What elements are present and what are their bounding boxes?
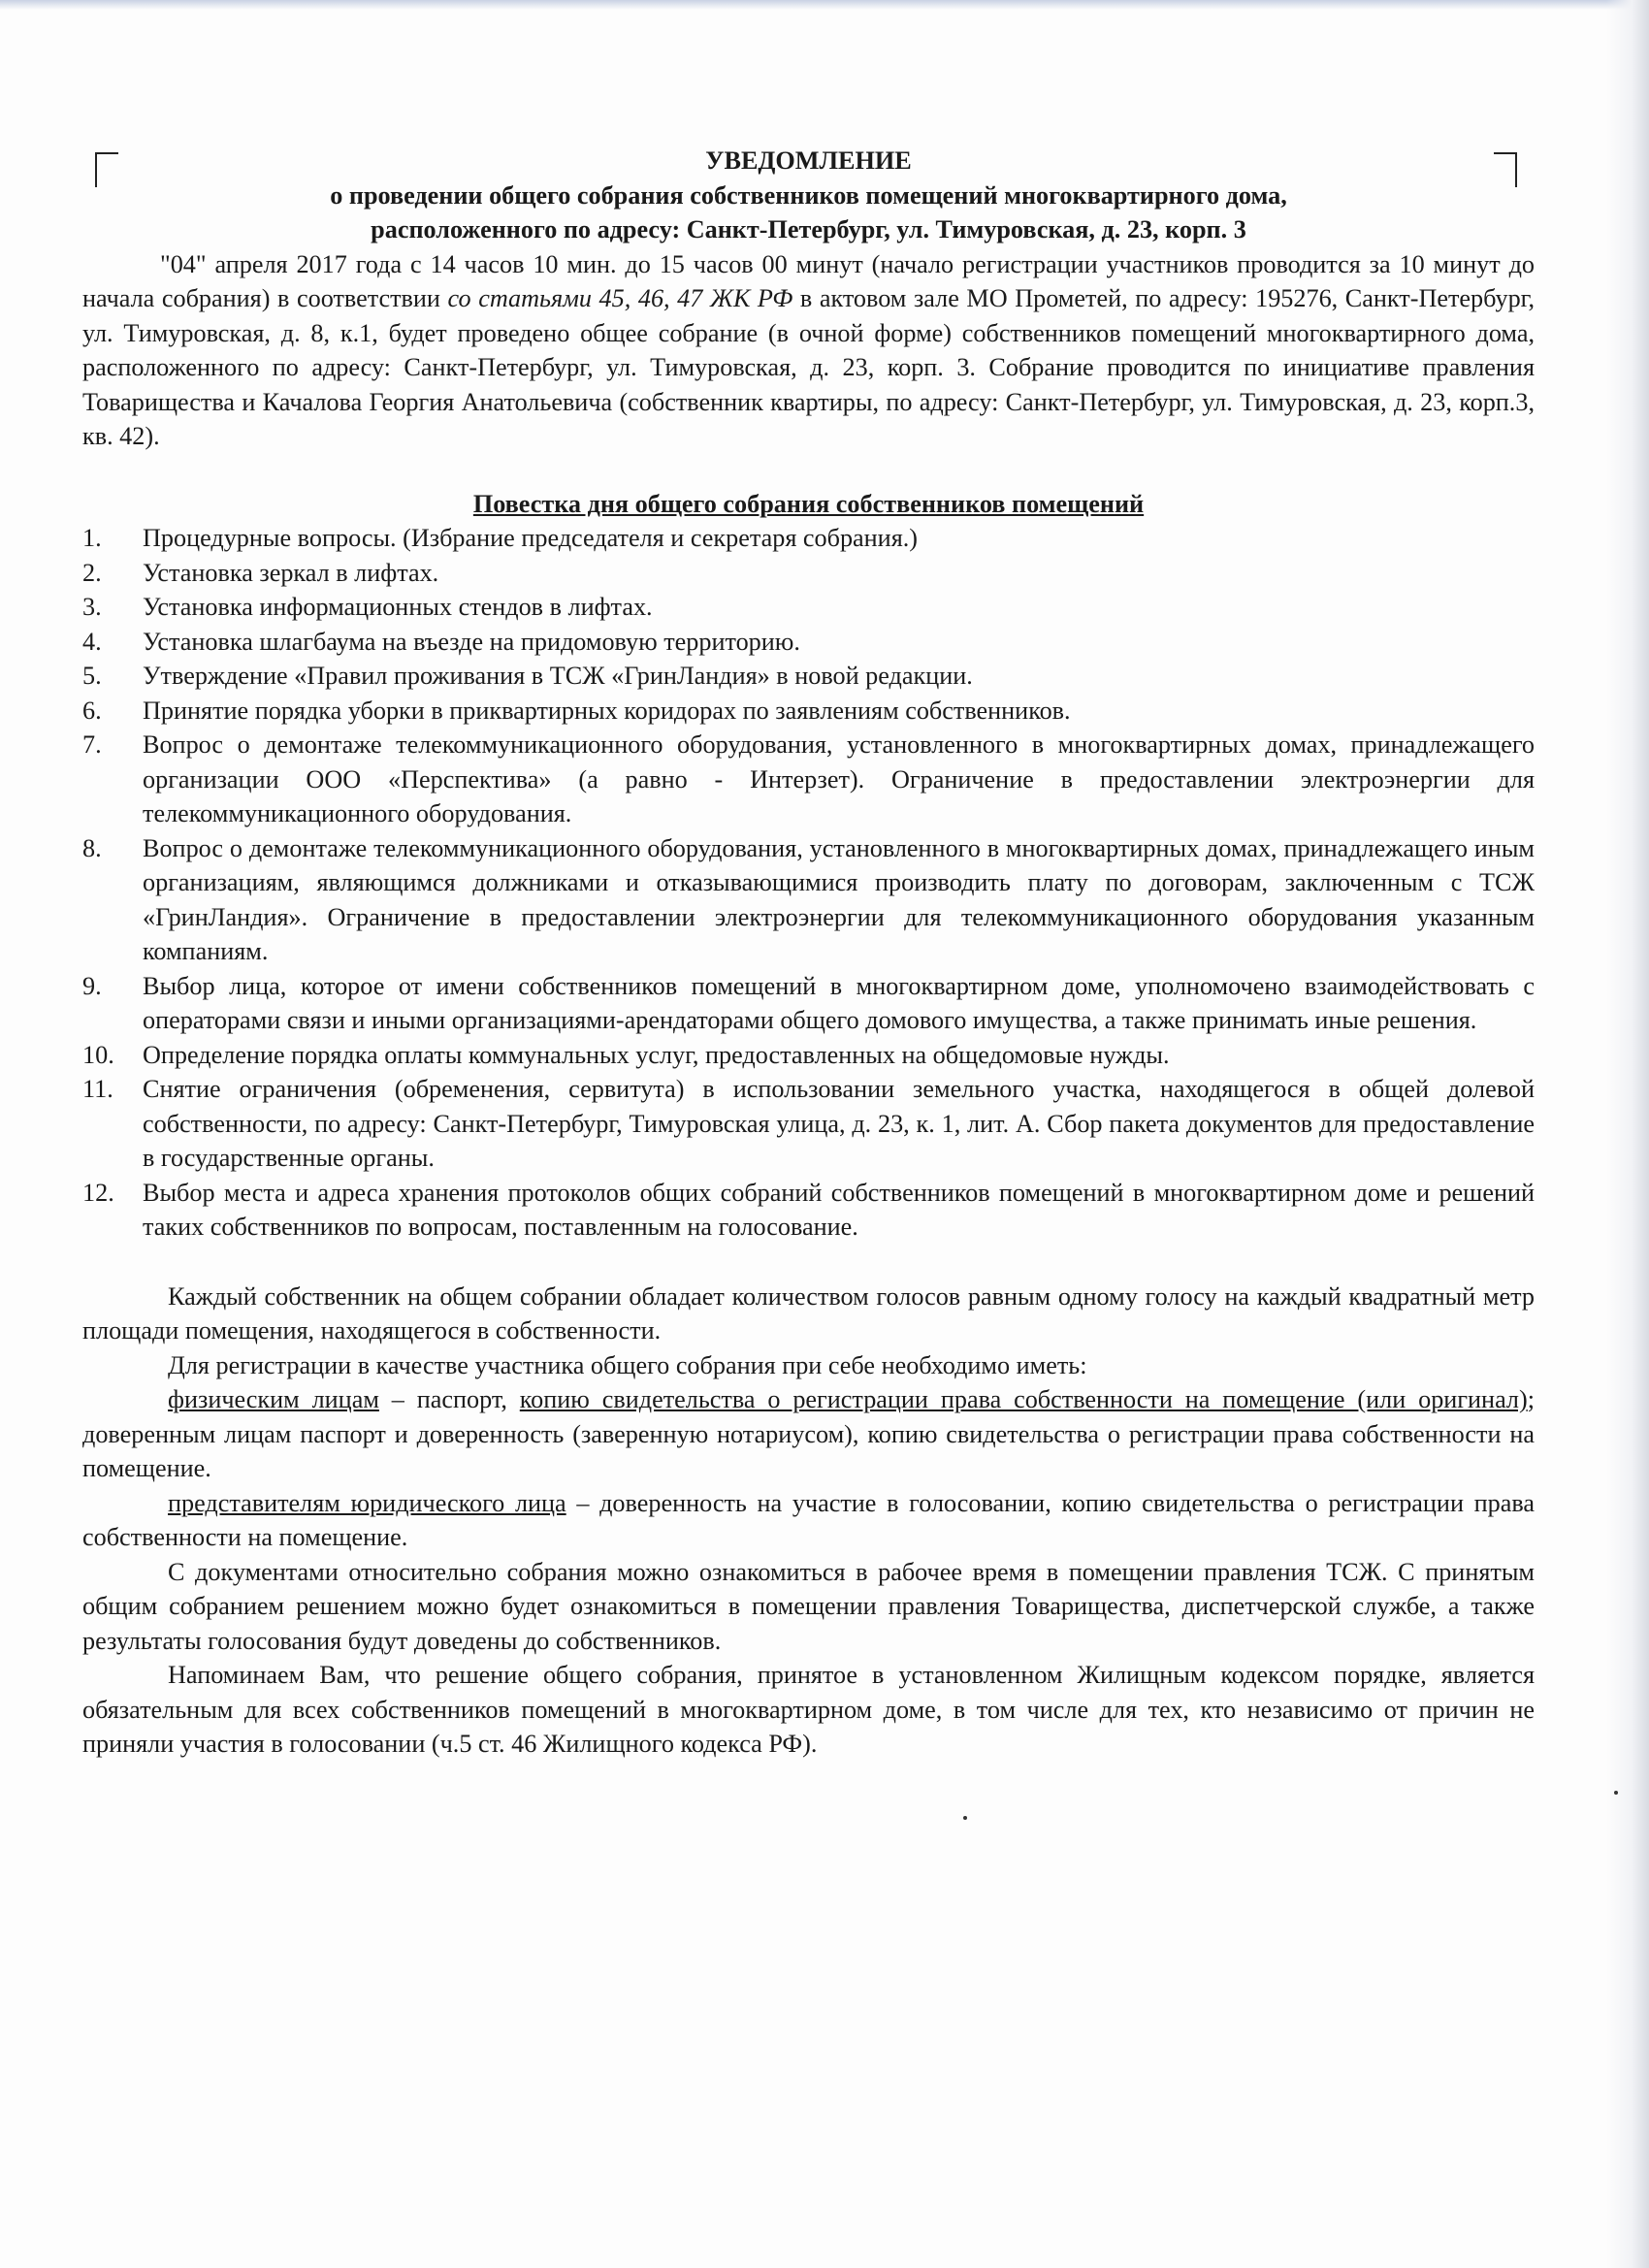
agenda-item-number: 4. — [82, 627, 102, 656]
agenda-item — [82, 728, 1535, 831]
agenda-item-text: Вопрос о демонтаже телекоммуникационного оборудования, установленного в многоквартирных домах, принадлежащего организации ООО «Перспектива» (а равно - Интерзет). Ограничение в предоставлении электроэнергии для телекоммуникационного оборудования. — [143, 730, 1535, 827]
agenda-item-number: 9. — [82, 971, 102, 1000]
agenda-item-text: Определение порядка оплаты коммунальных услуг, предоставленных на общедомовые нужды. — [143, 1040, 1170, 1069]
agenda-item-number: 6. — [82, 696, 102, 725]
legal-entity-label: представителям юридического лица — [168, 1488, 566, 1517]
agenda-item-text: Процедурные вопросы. (Избрание председателя и секретаря собрания.) — [143, 524, 919, 552]
agenda-item-number: 11. — [82, 1075, 113, 1103]
notice-title: УВЕДОМЛЕНИЕ — [705, 146, 912, 175]
votes-paragraph: Каждый собственник на общем собрании обладает количеством голосов равным одному голосу на каждый квадратный метр площади помещения, находящегося в собственности. — [82, 1281, 1535, 1345]
agenda-title: Повестка дня общего собрания собственников помещений — [472, 489, 1145, 518]
legal-entity-paragraph — [82, 1486, 1535, 1555]
agenda-item-text: Выбор места и адреса хранения протоколов общих собраний собственников помещений в многоквартирном доме и решений таких собственников по вопросам, поставленным на голосование. — [143, 1178, 1535, 1241]
agenda-item-number: 10. — [82, 1040, 114, 1069]
individuals-rest: ; доверенным лицам паспорт и доверенность (заверенную нотариусом), копию свидетельства о регистрации права собственности на помещение. — [82, 1385, 1535, 1482]
intro-law-reference: со статьями 45, 46, 47 ЖК РФ — [447, 284, 793, 312]
agenda-item-text: Снятие ограничения (обременения, сервитута) в использовании земельного участка, находящегося в общей долевой собственности, по адресу: Санкт-Петербург, Тимуровская улица, д. 23, к. 1, лит. А. Сбор пакета документов для предоставление в государственные органы. — [143, 1075, 1535, 1172]
agenda-item-text: Вопрос о демонтаже телекоммуникационного оборудования, установленного в многоквартирных домах, принадлежащего иным организациям, являющимся должниками и отказывающимися производить плату по договорам, заключенным с ТСЖ «ГринЛандия». Ограничение в предоставлении электроэнергии для телекоммуникационного оборудования указанным компаниям. — [143, 833, 1535, 965]
agenda-item-text: Установка информационных стендов в лифтах. — [143, 593, 653, 621]
intro-text-part2: в актовом зале МО Прометей, по адресу: 195276, Санкт-Петербург, ул. Тимуровская, д. 8, к.1, будет проведено общее собрание (в очной форме) собственников помещений многоквартирного дома, расположенного по адресу: Санкт-Петербург, ул. Тимуровская, д. 23, корп. 3. Собрание проводится по инициативе правления Товарищества и Качалова Георгия Анатольевича (собственник квартиры, по адресу: Санкт-Петербург, ул. Тимуровская, д. 23, корп.3, кв. 42). — [82, 284, 1535, 450]
individuals-paragraph — [82, 1382, 1535, 1486]
agenda-item-text: Выбор лица, которое от имени собственников помещений в многоквартирном доме, уполномочено взаимодействовать с операторами связи и иными организациями-арендаторами общего домового имущества, а также принимать иные решения. — [143, 971, 1535, 1034]
agenda-item-text: Установка шлагбаума на въезде на придомовую территорию. — [143, 627, 800, 656]
agenda-item-text: Утверждение «Правил проживания в ТСЖ «ГринЛандия» в новой редакции. — [143, 662, 973, 690]
agenda-item-number: 8. — [82, 833, 102, 862]
agenda-item — [82, 625, 1535, 660]
notice-subtitle-line1: о проведении общего собрания собственников помещений многоквартирного дома, — [330, 180, 1287, 210]
intro-paragraph — [82, 247, 1535, 454]
agenda-item-text: Установка зеркал в лифтах. — [143, 558, 439, 587]
agenda-item — [82, 556, 1535, 591]
agenda-list — [82, 521, 1535, 1245]
agenda-item — [82, 521, 1535, 556]
agenda-item-number: 5. — [82, 662, 102, 690]
scan-top-edge — [0, 0, 1649, 10]
agenda-item — [82, 1072, 1535, 1176]
agenda-item — [82, 694, 1535, 729]
individuals-document: копию свидетельства о регистрации права собственности на помещение (или оригинал) — [519, 1385, 1528, 1413]
reminder-paragraph: Напоминаем Вам, что решение общего собрания, принятое в установленном Жилищным кодексом порядке, является обязательным для всех собственников помещений в многоквартирном доме, в том числе для тех, кто независимо от причин не приняли участия в голосовании (ч.5 ст. 46 Жилищного кодекса РФ). — [82, 1661, 1535, 1758]
notice-document — [82, 144, 1535, 1762]
agenda-item — [82, 1038, 1535, 1073]
registration-paragraph: Для регистрации в качестве участника общего собрания при себе необходимо иметь: — [168, 1350, 1087, 1379]
agenda-item-number: 7. — [82, 730, 102, 759]
agenda-item — [82, 659, 1535, 694]
agenda-item — [82, 831, 1535, 969]
individuals-separator: – паспорт, — [378, 1385, 520, 1413]
agenda-item-number: 2. — [82, 558, 102, 587]
agenda-item-number: 1. — [82, 524, 102, 552]
agenda-item-text: Принятие порядка уборки в приквартирных коридорах по заявлениям собственников. — [143, 696, 1071, 725]
agenda-item-number: 12. — [82, 1178, 114, 1207]
agenda-item — [82, 969, 1535, 1038]
agenda-item — [82, 1176, 1535, 1245]
agenda-item — [82, 590, 1535, 625]
agenda-item-number: 3. — [82, 593, 102, 621]
notice-subtitle-line2: расположенного по адресу: Санкт-Петербург, ул. Тимуровская, д. 23, корп. 3 — [371, 215, 1246, 243]
legal-entity-rest: – доверенность на участие в голосовании, копию свидетельства о регистрации права собственности на помещение. — [82, 1488, 1535, 1551]
scan-speck — [1614, 1791, 1618, 1795]
section-gap — [82, 1245, 1535, 1280]
intro-text-part1: "04" апреля 2017 года с 14 часов 10 мин. до 15 часов 00 минут (начало регистрации участников проводится за 10 минут до начала собрания) в соответствии — [82, 249, 1535, 312]
scan-speck — [963, 1816, 967, 1820]
documents-paragraph: С документами относительно собрания можно ознакомиться в рабочее время в помещении правления ТСЖ. С принятым общим собранием решением можно будет ознакомиться в помещении правления Товарищества, диспетчерской службе, а также результаты голосования будут доведены до собственников. — [82, 1557, 1535, 1655]
individuals-label: физическим лицам — [168, 1385, 379, 1413]
scan-right-edge — [1606, 0, 1649, 2268]
